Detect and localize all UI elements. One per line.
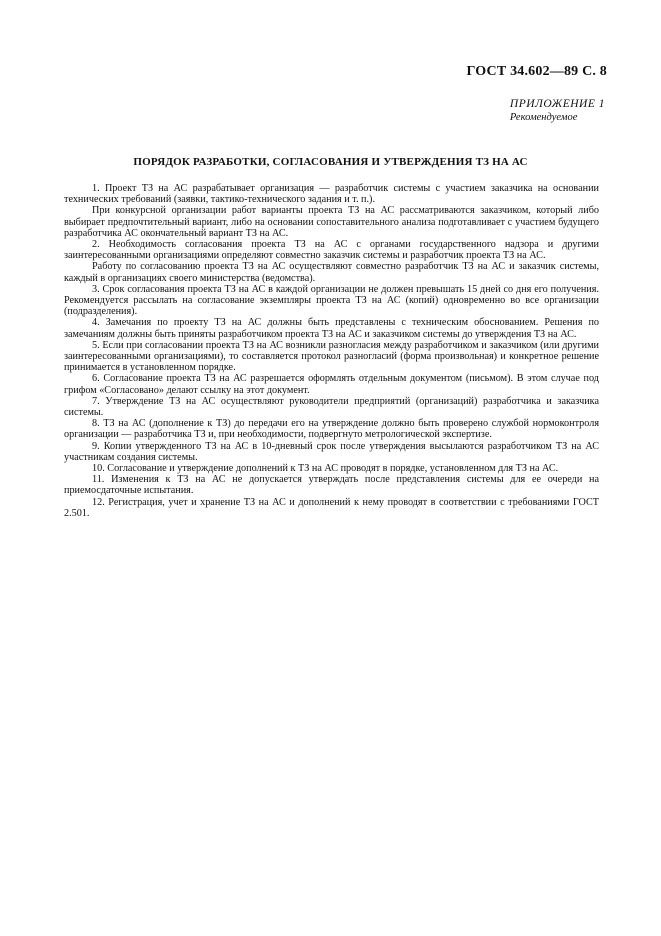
section-title: ПОРЯДОК РАЗРАБОТКИ, СОГЛАСОВАНИЯ И УТВЕРЖДЕНИЯ ТЗ НА АС — [133, 156, 528, 168]
paragraph-4: 4. Замечания по проекту ТЗ на АС должны быть представлены с техническим обоснованием. Решения по замечаниям должны быть приняты разработчиком проекта ТЗ на АС и заказчиком системы до утверждения ТЗ на АС. — [64, 317, 599, 340]
paragraph-7: 7. Утверждение ТЗ на АС осуществляют руководители предприятий (организаций) разработчика и заказчика системы. — [64, 395, 599, 419]
paragraph-1-continued: При конкурсной организации работ варианты проекта ТЗ на АС рассматриваются заказчиком, который либо выбирает предпочтительный вариант, либо на основании сопоставительного анализа подготавливает с участием будущего разработчика АС окончательный вариант ТЗ на АС. — [64, 205, 599, 239]
paragraph-2-continued: Работу по согласованию проекта ТЗ на АС осуществляют совместно разработчик ТЗ на АС и заказчик системы, каждый в организациях своего министерства (ведомства). — [64, 261, 599, 284]
document-body — [64, 183, 599, 519]
appendix-status: Рекомендуемое — [509, 112, 578, 123]
standard-page-header: ГОСТ 34.602—89 С. 8 — [466, 64, 607, 79]
paragraph-3: 3. Срок согласования проекта ТЗ на АС в каждой организации не должен превышать 15 дней со дня его получения. Рекомендуется рассылать на согласование экземпляры проекта ТЗ на АС (копий) одновременно во все организации (подразделения). — [64, 283, 599, 318]
appendix-label — [510, 98, 605, 124]
paragraph-2: 2. Необходимость согласования проекта ТЗ на АС с органами государственного надзора и другими заинтересованными организациями определяют совместно заказчик системы и разработчик проекта ТЗ на АС. — [64, 239, 599, 262]
paragraph-9: 9. Копии утвержденного ТЗ на АС в 10-дневный срок после утверждения высылаются разработчиком ТЗ на АС участникам создания системы. — [64, 440, 599, 463]
paragraph-8: 8. ТЗ на АС (дополнение к ТЗ) до передачи его на утверждение должно быть проверено службой нормоконтроля организации — разработчика ТЗ и, при необходимости, подвергнуто метрологической экспертизе. — [64, 418, 599, 441]
paragraph-6: 6. Согласование проекта ТЗ на АС разрешается оформлять отдельным документом (письмом). В этом случае под грифом «Согласовано» делают ссылку на этот документ. — [64, 373, 599, 396]
paragraph-11: 11. Изменения к ТЗ на АС не допускается утверждать после представления системы для ее очереди на приемосдаточные испытания. — [64, 474, 599, 497]
appendix-title: ПРИЛОЖЕНИЕ 1 — [509, 98, 605, 110]
paragraph-12: 12. Регистрация, учет и хранение ТЗ на АС и дополнений к нему проводят в соответствии с требованиями ГОСТ 2.501. — [64, 496, 599, 519]
paragraph-1: 1. Проект ТЗ на АС разрабатывает организация — разработчик системы с участием заказчика на основании технических требований (заявки, тактико-технического задания и т. п.). — [64, 183, 599, 206]
paragraph-5: 5. Если при согласовании проекта ТЗ на АС возникли разногласия между разработчиком и заказчиком (или другими заинтересованными организациями), то составляется протокол разногласий (форма произвольная) и конкретное решение принимается в установленном порядке. — [64, 339, 599, 374]
paragraph-10: 10. Согласование и утверждение дополнений к ТЗ на АС проводят в порядке, установленном для ТЗ на АС. — [92, 463, 559, 475]
